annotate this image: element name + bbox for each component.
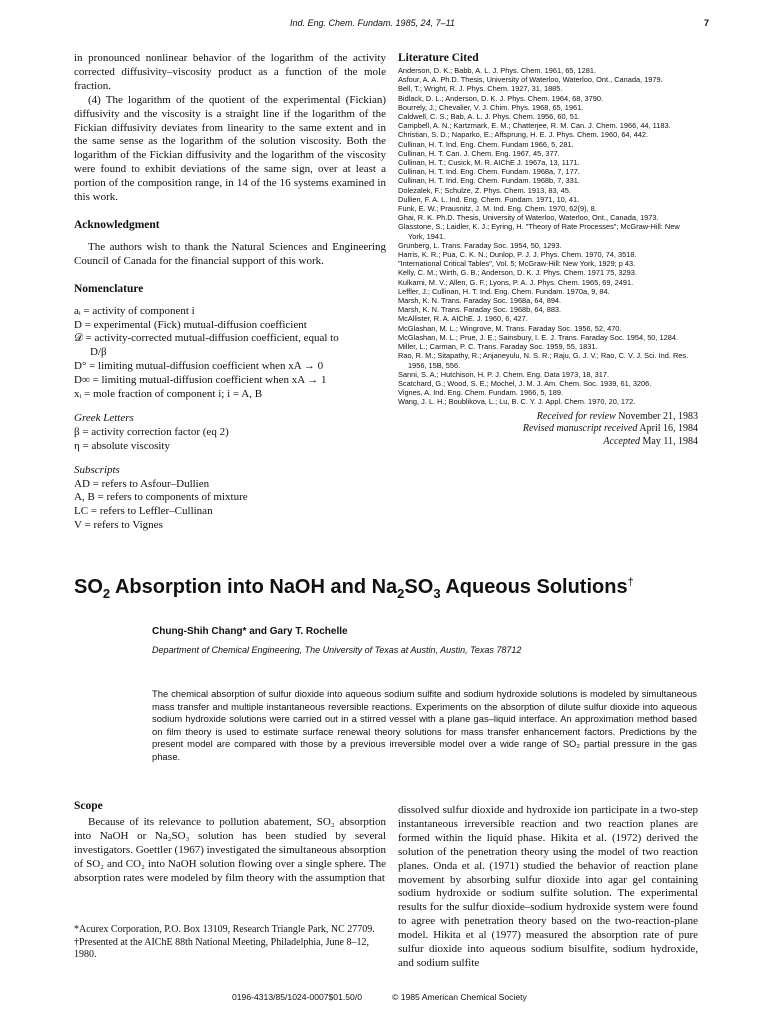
title-subscript: 2 [397, 586, 405, 601]
nomenclature-item: D/β [90, 346, 107, 359]
reference-item: Cullinan, H. T. Ind. Eng. Chem. Fundam 1966, 5, 281. [398, 139, 574, 149]
article-right-column [398, 804, 698, 971]
reference-item: Campbell, A. N.; Kartzmark, E. M.; Chatterjee, R. M. Can. J. Chem. 1966, 44, 1183. [398, 121, 671, 131]
nomenclature-item: D = experimental (Fick) mutual-diffusion coefficient [74, 318, 307, 331]
received-line [398, 411, 698, 424]
reference-item: McAllister, R. A. AIChE. J. 1960, 6, 427. [398, 314, 528, 324]
reference-item: Anderson, D. K.; Babb, A. L. J. Phys. Chem. 1961, 65, 1281. [398, 66, 597, 75]
reference-item: Glasstone, S.; Laidler, K. J.; Eyring, H. "Theory of Rate Processes"; McGraw-Hill: New York, 1941. [398, 222, 680, 241]
reference-item: Dullien, F. A. L. Ind. Eng. Chem. Fundam. 1971, 10, 41. [398, 194, 580, 204]
title-part: Absorption into NaOH and Na [110, 576, 398, 598]
reference-item: Dolezalek, F.; Schulze, Z. Phys. Chem. 1913, 83, 45. [398, 185, 571, 195]
accepted-date: May 11, 1984 [642, 435, 698, 447]
abstract: The chemical absorption of sulfur dioxide into aqueous sodium sulfite and sodium hydroxide solutions is modeled by simultaneous mass transfer and multiple instantaneous reversible reactions. Experiments on the absorption of dilute sulfur dioxide into aqueous sodium hydroxide solutions were carried out in a stirred vessel with a plane gas–liquid interface. An approximation method based on film theory is used to estimate surface renewal theory solutions for mass transfer enhancement factors. Predictions by the present model are compared with those by a previous irreversible model over a wide range of SO₂ partial pressure in the gas phase. [152, 688, 697, 762]
article-title [74, 576, 694, 601]
greek-letters-heading: Greek Letters [74, 411, 134, 424]
subscript-item: V = refers to Vignes [74, 519, 163, 532]
subscripts-heading: Subscripts [74, 463, 120, 476]
revised-date: April 16, 1984 [639, 423, 698, 435]
reference-item: Cullinan, H. T. Can. J. Chem. Eng. 1967, 45, 377. [398, 148, 560, 158]
footnote-affiliation: *Acurex Corporation, P.O. Box 13109, Research Triangle Park, NC 27709. [74, 924, 375, 935]
nomenclature-item: D° = limiting mutual-diffusion coefficient when xA → 0 [74, 360, 324, 373]
nomenclature-item: 𝒟 = activity-corrected mutual-diffusion coefficient, equal to [74, 332, 339, 345]
received-date: November 21, 1983 [618, 410, 698, 422]
prev-article-right-column [398, 52, 698, 448]
reference-item: Ghai, R. K. Ph.D. Thesis, University of Waterloo, Waterloo, Ont., Canada, 1973. [398, 213, 659, 223]
intro-text: dissolved sulfur dioxide and hydroxide ion participate in a two-step instantaneous irreversible reaction and two reaction planes are formed within the liquid phase. Hikita et al. (1972) derived the solution of the penetration theory using the model of two reaction planes. Onda et al. (1971) studied the behavior of reaction plane movement by absorbing sulfur dioxide into agar gel containing sodium hydroxide or sodium sulfite solution. The experimental results for the sulfur dioxide–sodium hydroxide system were found to agree with penetration theory based on the two-reaction-plane model. Hikita et al (1977) measured the absorption rate of pure sulfur dioxide into aqueous sodium bisulfite, sodium hydroxide, and sodium sulfite [398, 804, 698, 969]
received-dates [398, 411, 698, 449]
reference-item: Bell, T.; Wright, R. J. Phys. Chem. 1927, 31, 1885. [398, 84, 563, 94]
reference-item: "International Critical Tables", Vol. 5; McGraw-Hill: New York, 1929; p 43. [398, 259, 636, 269]
title-dagger: † [627, 576, 634, 589]
reference-item: Cullinan, H. T. Ind. Eng. Chem. Fundam. 1968b, 7, 331. [398, 176, 580, 186]
subscript-item: A, B = refers to components of mixture [74, 491, 248, 504]
reference-list [398, 66, 698, 407]
article-left-column [74, 800, 386, 885]
reference-item: Cullinan, H. T.; Cusick, M. R. AIChE J. 1967a, 13, 1171. [398, 158, 580, 168]
reference-item: McGlashan, M. L.; Prue, J. E.; Sainsbury, I. E. J. Trans. Faraday Soc. 1954, 50, 1284. [398, 332, 679, 342]
scope-heading: Scope [74, 800, 103, 812]
copyright: © 1985 American Chemical Society [392, 992, 527, 1002]
reference-item: Asfour, A. A. Ph.D. Thesis, University of Waterloo, Waterloo, Ont., Canada, 1979. [398, 75, 663, 85]
reference-item: Wang, J. L. H.; Boublikova, L.; Lu, B. C. Y. J. Appl. Chem. 1970, 20, 172. [398, 397, 636, 407]
reference-item: Funk, E. W.; Prausnitz, J. M. Ind. Eng. Chem. 1970, 62(9), 8. [398, 204, 597, 214]
greek-item: η = absolute viscosity [74, 439, 170, 452]
reference-item: Marsh, K. N. Trans. Faraday Soc. 1968b, 64, 883. [398, 305, 562, 315]
journal-citation: Ind. Eng. Chem. Fundam. 1985, 24, 7–11 [290, 18, 455, 28]
title-part: Aqueous Solutions [440, 576, 628, 598]
title-part: SO [74, 576, 103, 598]
reference-item: Kulkarni, M. V.; Allen, G. F.; Lyons, P. A. J. Phys. Chem. 1965, 69, 2491. [398, 277, 634, 287]
reference-item: Sanni, S. A.; Hutchison, H. P. J. Chem. Eng. Data 1973, 18, 317. [398, 369, 610, 379]
reference-item: Grunberg, L. Trans. Faraday Soc. 1954, 50, 1293. [398, 240, 562, 250]
nomenclature-item: xᵢ = mole fraction of component i; i = A, B [74, 388, 263, 401]
title-subscript: 3 [433, 586, 441, 601]
running-header [0, 18, 768, 32]
footnote-presented: †Presented at the AIChE 88th National Meeting, Philadelphia, June 8–12, 1980. [74, 936, 369, 961]
page-number: 7 [704, 18, 710, 28]
reference-item: Christian, S. D.; Naparko, E.; Affsprung, H. E. J. Phys. Chem. 1960, 64, 442. [398, 130, 649, 140]
nomenclature-list [74, 305, 386, 402]
reference-item: Vignes, A. Ind. Eng. Chem. Fundam. 1966, 5, 189. [398, 388, 564, 398]
acknowledgment-text: The authors wish to thank the Natural Sciences and Engineering Council of Canada for the financial support of this work. [74, 240, 386, 267]
greek-letters-list [74, 426, 386, 454]
subscript-item: LC = refers to Leffler–Cullinan [74, 505, 213, 518]
reference-item: Rao, R. M.; Sitapathy, R.; Anjaneyulu, N. S. R.; Raju, G. J. V.; Rao, C. V. J. Sci. Ind. Res. 1956, 15B, 556. [398, 351, 689, 370]
reference-item: Cullinan, H. T. Ind. Eng. Chem. Fundam. 1968a, 7, 177. [398, 167, 580, 177]
accepted-label: Accepted [603, 435, 641, 447]
authors: Chung-Shih Chang* and Gary T. Rochelle [152, 626, 348, 637]
accepted-line [398, 436, 698, 449]
revised-label: Revised manuscript received [522, 423, 638, 435]
reference-item: Leffler, J.; Cullinan, H. T. Ind. Eng. Chem. Fundam. 1970a, 9, 84. [398, 286, 610, 296]
article-code: 0196-4313/85/1024-0007$01.50/0 [232, 992, 362, 1002]
nomenclature-item: D∞ = limiting mutual-diffusion coefficient when xA → 1 [74, 374, 327, 387]
conclusion-paragraph-4: (4) The logarithm of the quotient of the experimental (Fickian) diffusivity and the viscosity is a straight line if the logarithm of the Fickian diffusivity deviates from linearity to the same extent and in the same sense as the logarithm of the solution viscosity. Both the logarithm of the Fickian diffusivity and the logarithm of the viscosity were found to exhibit deviations of the same sign, over at least a portion of the composition range, in 14 of the 16 systems examined in this work. [74, 93, 386, 204]
nomenclature-item: aᵢ = activity of component i [74, 304, 195, 317]
title-subscript: 2 [102, 586, 111, 601]
reference-item: Kelly, C. M.; Wirth, G. B.; Anderson, D. K. J. Phys. Chem. 1971 75, 3293. [398, 268, 637, 278]
reference-item: Miller, L.; Carman, P. C. Trans. Faraday Soc. 1959, 55, 1831. [398, 342, 598, 352]
received-label: Received for review [536, 410, 616, 422]
reference-item: Marsh, K. N. Trans. Faraday Soc. 1968a, 64, 894. [398, 296, 562, 306]
reference-item: Bourrely, J.; Chevalier, V. J. Chim. Phys. 1968, 65, 1961. [398, 102, 584, 112]
reference-item: Harris, K. R.; Pua, C. K. N.; Dunlop, P. J. J. Phys. Chem. 1970, 74, 3518. [398, 250, 637, 260]
affiliation: Department of Chemical Engineering, The University of Texas at Austin, Austin, Texas 78712 [152, 645, 522, 655]
subscript-item: AD = refers to Asfour–Dullien [74, 477, 210, 490]
reference-item: McGlashan, M. L.; Wingrove, M. Trans. Faraday Soc. 1956, 52, 470. [398, 323, 622, 333]
reference-item: Bidlack, D. L.; Anderson, D. K. J. Phys. Chem. 1964, 68, 3790. [398, 93, 603, 103]
subscripts-list [74, 478, 386, 534]
footnotes [74, 924, 386, 962]
greek-item: β = activity correction factor (eq 2) [74, 425, 229, 438]
scope-text: Because of its relevance to pollution abatement, SO₂ absorption into NaOH or Na₂SO₃ solution has been studied by several investigators. Goettler (1967) investigated the simultaneous absorption of SO₂ and CO₂ into NaOH solution flowing over a single sphere. The absorption rates were modeled by film theory with the assumption that [74, 815, 386, 884]
revised-line [398, 423, 698, 436]
reference-item: Scatchard, G.; Wood, S. E.; Mochel, J. M. J. Am. Chem. Soc. 1939, 61, 3206. [398, 378, 652, 388]
reference-item: Caldwell, C. S.; Bab, A. L. J. Phys. Chem. 1956, 60, 51. [398, 112, 580, 122]
acknowledgment-heading: Acknowledgment [74, 218, 160, 231]
literature-cited-heading: Literature Cited [398, 52, 479, 64]
prev-article-left-column [74, 52, 386, 533]
nomenclature-heading: Nomenclature [74, 282, 144, 295]
title-part: SO [404, 576, 434, 598]
conclusion-paragraph-3: in pronounced nonlinear behavior of the logarithm of the activity corrected diffusivity–viscosity product as a function of the mole fraction. [74, 52, 386, 92]
